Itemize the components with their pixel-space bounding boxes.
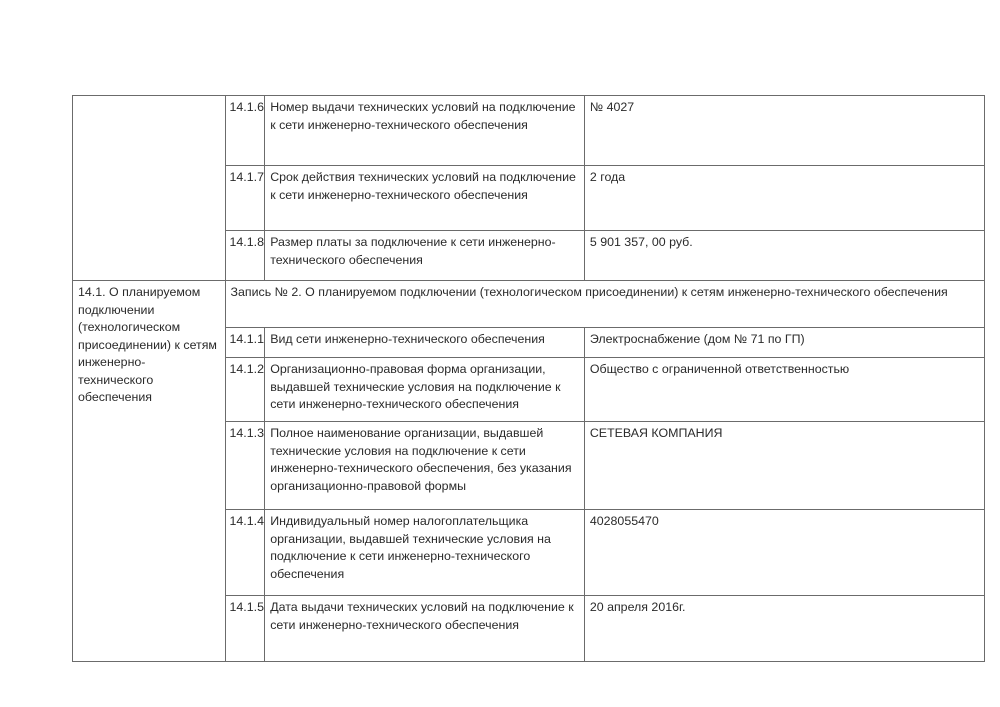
table-row xyxy=(73,96,985,166)
item-number: 14.1.8 xyxy=(225,231,265,281)
item-value: 4028055470 xyxy=(584,510,984,596)
item-label: Вид сети инженерно-технического обеспечения xyxy=(265,328,585,358)
item-value: 2 года xyxy=(584,166,984,231)
item-value: 20 апреля 2016г. xyxy=(584,596,984,662)
item-number: 14.1.6 xyxy=(225,96,265,166)
item-value: СЕТЕВАЯ КОМПАНИЯ xyxy=(584,422,984,510)
item-number: 14.1.1 xyxy=(225,328,265,358)
item-value: Общество с ограниченной ответственностью xyxy=(584,358,984,422)
item-number: 14.1.7 xyxy=(225,166,265,231)
item-value: 5 901 357, 00 руб. xyxy=(584,231,984,281)
item-label: Размер платы за подключение к сети инженерно-технического обеспечения xyxy=(265,231,585,281)
item-value: № 4027 xyxy=(584,96,984,166)
item-number: 14.1.4 xyxy=(225,510,265,596)
item-number: 14.1.2 xyxy=(225,358,265,422)
item-number: 14.1.5 xyxy=(225,596,265,662)
record-header: Запись № 2. О планируемом подключении (технологическом присоединении) к сетям инженерно-технического обеспечения xyxy=(225,281,984,328)
item-label: Дата выдачи технических условий на подключение к сети инженерно-технического обеспечения xyxy=(265,596,585,662)
item-label: Полное наименование организации, выдавшей технические условия на подключение к сети инженерно-технического обеспечения, без указания организационно-правовой формы xyxy=(265,422,585,510)
item-number: 14.1.3 xyxy=(225,422,265,510)
table-row xyxy=(73,281,985,328)
item-label: Срок действия технических условий на подключение к сети инженерно-технического обеспечения xyxy=(265,166,585,231)
section-title: 14.1. О планируемом подключении (технологическом присоединении) к сетям инженерно-технического обеспечения xyxy=(73,281,226,662)
item-value: Электроснабжение (дом № 71 по ГП) xyxy=(584,328,984,358)
item-label: Номер выдачи технических условий на подключение к сети инженерно-технического обеспечения xyxy=(265,96,585,166)
item-label: Индивидуальный номер налогоплательщика организации, выдавшей технические условия на подключение к сети инженерно-технического обеспечения xyxy=(265,510,585,596)
declaration-table xyxy=(72,95,985,662)
empty-section-cell xyxy=(73,96,226,281)
item-label: Организационно-правовая форма организации, выдавшей технические условия на подключение к сети инженерно-технического обеспечения xyxy=(265,358,585,422)
